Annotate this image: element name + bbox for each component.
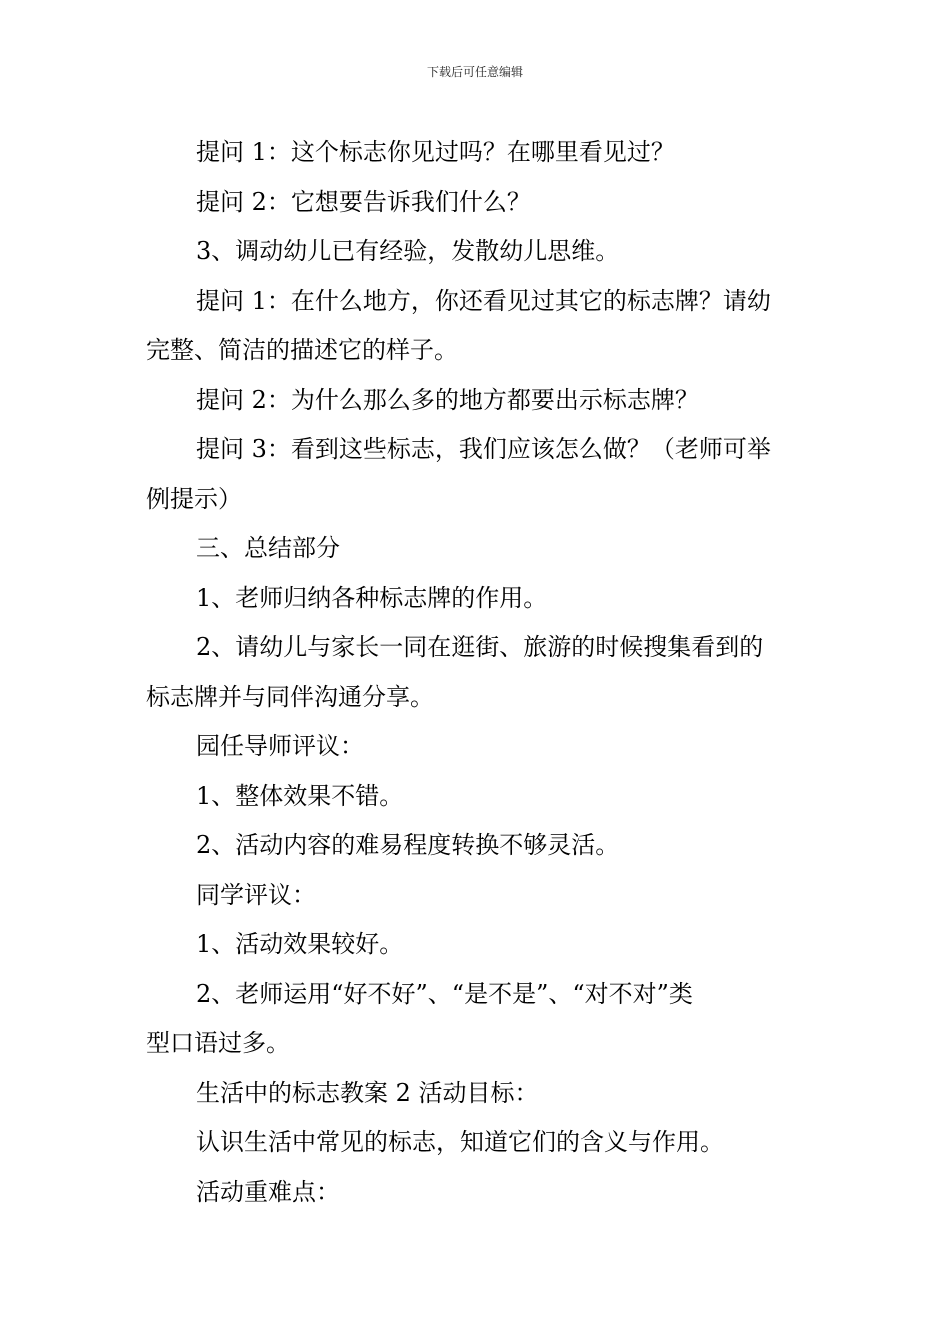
paragraph-line: 例提示） xyxy=(146,484,242,513)
paragraph xyxy=(146,623,808,722)
paragraph-line: 1、老师归纳各种标志牌的作用。 xyxy=(196,583,548,612)
paragraph-line: 活动重难点： xyxy=(196,1177,340,1206)
document-body xyxy=(146,128,808,1217)
paragraph-line: 完整、简洁的描述它的样子。 xyxy=(146,336,458,364)
page-header: 下载后可任意编辑 xyxy=(426,65,523,79)
paragraph-line: 同学评议： xyxy=(196,880,316,909)
paragraph xyxy=(146,871,808,921)
paragraph-line: 1、活动效果较好。 xyxy=(196,930,404,958)
paragraph xyxy=(146,821,808,871)
paragraph-line: 提问 3：看到这些标志，我们应该怎么做？（老师可举 xyxy=(196,435,771,463)
paragraph-line: 1、整体效果不错。 xyxy=(196,781,404,810)
paragraph-line: 3、调动幼儿已有经验，发散幼儿思维。 xyxy=(196,237,620,265)
paragraph-line: 提问 1：这个标志你见过吗？在哪里看见过？ xyxy=(196,138,675,166)
paragraph xyxy=(146,227,808,277)
paragraph-line: 2、活动内容的难易程度转换不够灵活。 xyxy=(196,831,620,859)
paragraph-line: 提问 1：在什么地方，你还看见过其它的标志牌？请幼 xyxy=(196,286,771,315)
paragraph-line: 提问 2：为什么那么多的地方都要出示标志牌？ xyxy=(196,385,699,414)
paragraph-line: 2、请幼儿与家长一同在逛街、旅游的时候搜集看到的 xyxy=(196,633,764,661)
paragraph xyxy=(146,128,808,178)
paragraph xyxy=(146,277,808,376)
paragraph xyxy=(146,178,808,228)
paragraph-line: 提问 2：它想要告诉我们什么？ xyxy=(196,187,531,216)
paragraph xyxy=(146,970,808,1069)
paragraph-line: 2、老师运用“好不好”、“是不是”、“对不对”类 xyxy=(196,979,693,1008)
paragraph xyxy=(146,1118,808,1168)
paragraph xyxy=(146,722,808,772)
paragraph xyxy=(146,1168,808,1218)
paragraph xyxy=(146,425,808,524)
paragraph xyxy=(146,772,808,822)
paragraph xyxy=(146,574,808,624)
paragraph-line: 生活中的标志教案 2 活动目标： xyxy=(196,1078,539,1107)
paragraph-line: 标志牌并与同伴沟通分享。 xyxy=(146,682,434,711)
section-heading xyxy=(146,524,808,574)
paragraph xyxy=(146,920,808,970)
paragraph-line: 园任导师评议： xyxy=(196,732,364,760)
paragraph-line: 三、总结部分 xyxy=(196,534,340,562)
paragraph xyxy=(146,1069,808,1119)
paragraph-line: 认识生活中常见的标志，知道它们的含义与作用。 xyxy=(196,1128,724,1156)
paragraph xyxy=(146,376,808,426)
paragraph-line: 型口语过多。 xyxy=(146,1029,290,1057)
